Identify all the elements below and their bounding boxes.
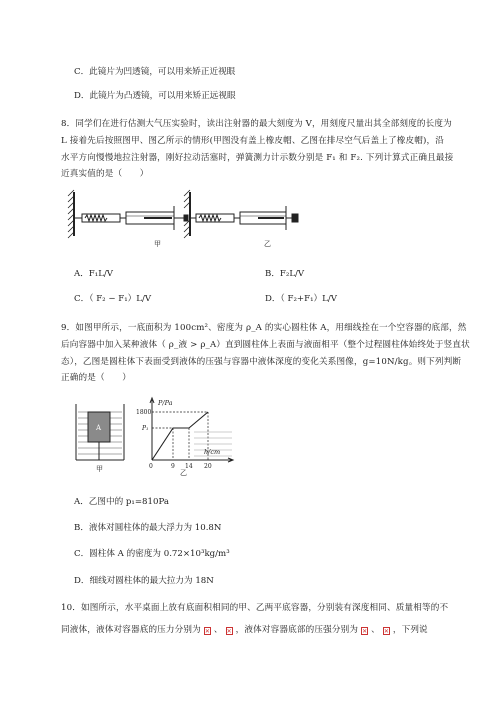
q9-container-figure	[72, 398, 132, 474]
q10-separator: 、	[213, 625, 223, 635]
q7-option-c: C．此镜片为凹透镜，可以用来矫正近视眼	[74, 67, 236, 77]
q9-option-b: B．液体对圆柱体的最大浮力为 10.8N	[74, 523, 222, 533]
broken-image-icon: ✕	[204, 628, 211, 635]
q8-stem-line1: 8．同学们在进行估测大气压实验时，读出注射器的最大刻度为 V，用刻度尺量出其全部刻度的长度为	[61, 119, 452, 129]
q10-stem-line2-part-a: 同液体，液体对容器底的压力分别为	[61, 625, 201, 635]
q7-option-d: D．此镜片为凸透镜，可以用来矫正远视眼	[74, 91, 236, 101]
q9-graph-y-axis-label: P/Pa	[158, 399, 173, 407]
q8-stem-line2: L 接着先后按照图甲、图乙所示的情形(甲图没有盖上橡皮帽、乙图在排尽空气后盖上了橡皮帽)，沿	[61, 136, 444, 146]
q10-stem-line2-part-c: ，下列说	[392, 625, 428, 635]
q9-graph-tick-20: 20	[204, 463, 212, 470]
q9-graph-tick-14: 14	[185, 463, 193, 470]
q8-stem-line4: 近真实值的是（ ）	[61, 169, 149, 179]
q8-option-c: C．（ F₂ − F₁）L/V	[74, 294, 152, 304]
broken-image-icon: ✕	[226, 628, 232, 635]
q9-option-d: D．细线对圆柱体的最大拉力为 18N	[74, 576, 214, 586]
q9-cylinder-label: A	[96, 424, 102, 432]
q10-stem-line1: 10．如图所示，水平桌面上放有底面积相同的甲、乙两平底容器，分别装有深度相同、质量相等的不	[61, 603, 449, 613]
q8-label-yi: 乙	[264, 240, 271, 248]
q8-label-jia: 甲	[154, 240, 161, 248]
q9-stem-line1: 9．如图甲所示，一底面积为 100cm²、密度为 ρ_A 的实心圆柱体 A，用细线拴在一个空容器的底部，然	[61, 323, 467, 333]
q8-option-b: B．F₂L/V	[265, 269, 305, 279]
q10-stem-line2	[61, 624, 428, 636]
q9-option-c: C．圆柱体 A 的密度为 0.72×10³kg/m³	[74, 549, 230, 559]
q10-stem-line2-part-b: ，液体对容器底部的压强分别为	[235, 625, 359, 635]
q8-stem-line3: 水平方向慢慢地拉注射器，刚好拉动活塞时，弹簧测力计示数分别是 F₁ 和 F₂. 下列计算式正确且最接	[61, 153, 454, 163]
q9-option-a: A．乙图中的 p₁=810Pa	[74, 497, 169, 507]
q9-label-yi: 乙	[180, 469, 187, 477]
q9-stem-line2: 后向容器中加入某种液体（ ρ_液 > ρ_A）直到圆柱体上表面与液面相平（整个过程圆柱体始终处于竖直状	[61, 340, 470, 350]
q8-option-d: D．（ F₂+F₁）L/V	[265, 294, 337, 304]
q9-graph-tick-1800: 1800	[136, 409, 152, 416]
broken-image-icon: ✕	[362, 628, 368, 635]
q8-option-a: A．F₁L/V	[74, 269, 114, 279]
q9-pressure-graph	[138, 396, 238, 476]
q9-graph-tick-0: 0	[149, 463, 153, 470]
q8-syringe-figure	[68, 188, 300, 250]
q9-stem-line3: 态），乙图是圆柱体下表面受到液体的压强与容器中液体深度的变化关系图像，g=10N/kg。则下列判断	[61, 357, 462, 367]
q9-label-jia: 甲	[96, 465, 103, 473]
q9-graph-tick-9: 9	[171, 463, 175, 470]
q9-stem-line4: 正确的是（ ）	[61, 373, 131, 383]
q9-graph-x-axis-label: h/cm	[204, 448, 221, 456]
q10-separator: 、	[371, 625, 380, 635]
broken-image-icon: ✕	[383, 628, 390, 635]
q9-graph-tick-p1: P₁	[142, 425, 149, 432]
